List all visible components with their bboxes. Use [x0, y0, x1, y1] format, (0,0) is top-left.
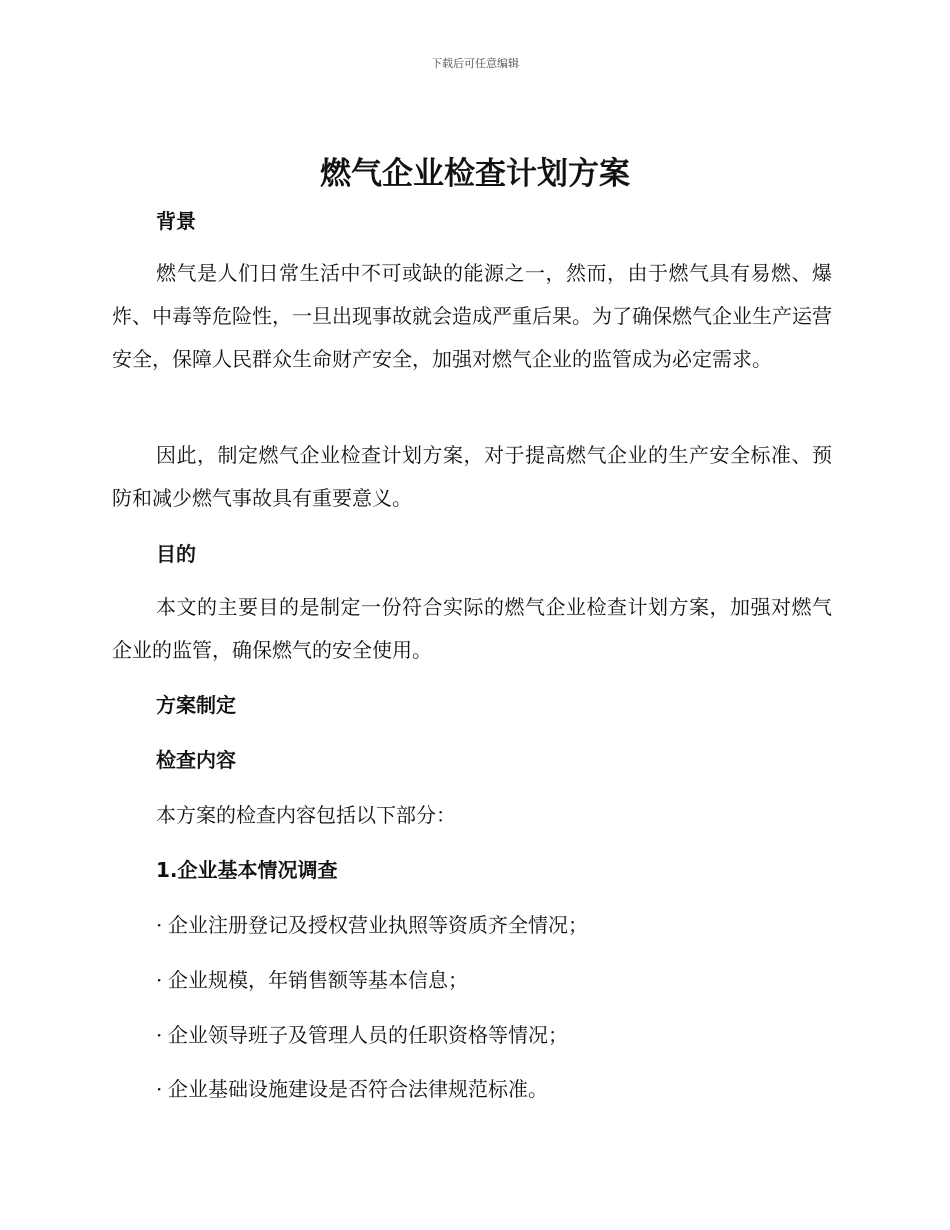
- bullet-icon: ·: [156, 913, 163, 937]
- document-title: 燃气企业检查计划方案: [320, 156, 630, 192]
- section-heading-purpose: 目的: [156, 542, 196, 566]
- list-item-text: 企业注册登记及授权营业执照等资质齐全情况；: [168, 913, 588, 937]
- bullet-icon: ·: [156, 968, 163, 992]
- section-heading-inspection: 检查内容: [156, 748, 236, 772]
- paragraph-background-1: 燃气是人们日常生活中不可或缺的能源之一，然而，由于燃气具有易燃、爆炸、中毒等危险性，一旦出现事故就会造成严重后果。为了确保燃气企业生产运营安全，保障人民群众生命财产安全，加强对燃气企业的监管成为必定需求。: [112, 261, 832, 371]
- paragraph-background-2: 因此，制定燃气企业检查计划方案，对于提高燃气企业的生产安全标准、预防和减少燃气事故具有重要意义。: [112, 443, 832, 510]
- section-heading-plan: 方案制定: [156, 693, 236, 717]
- bullet-icon: ·: [156, 1023, 163, 1047]
- inspection-intro: 本方案的检查内容包括以下部分：: [156, 803, 456, 827]
- list-item-text: 企业领导班子及管理人员的任职资格等情况；: [168, 1023, 568, 1047]
- list-item-text: 企业规模，年销售额等基本信息；: [168, 968, 468, 992]
- list-item: [156, 911, 588, 939]
- list-item-text: 企业基础设施建设是否符合法律规范标准。: [168, 1077, 548, 1101]
- bullet-icon: ·: [156, 1077, 163, 1101]
- list-item: [156, 966, 468, 994]
- list-item: [156, 1075, 548, 1103]
- page-header-note: 下载后可任意编辑: [431, 57, 519, 70]
- section-heading-background: 背景: [156, 209, 196, 233]
- list-item: [156, 1021, 568, 1049]
- subsection-heading-basic-info: 1.企业基本情况调查: [156, 858, 338, 882]
- paragraph-purpose-1: 本文的主要目的是制定一份符合实际的燃气企业检查计划方案，加强对燃气企业的监管，确保燃气的安全使用。: [112, 595, 832, 662]
